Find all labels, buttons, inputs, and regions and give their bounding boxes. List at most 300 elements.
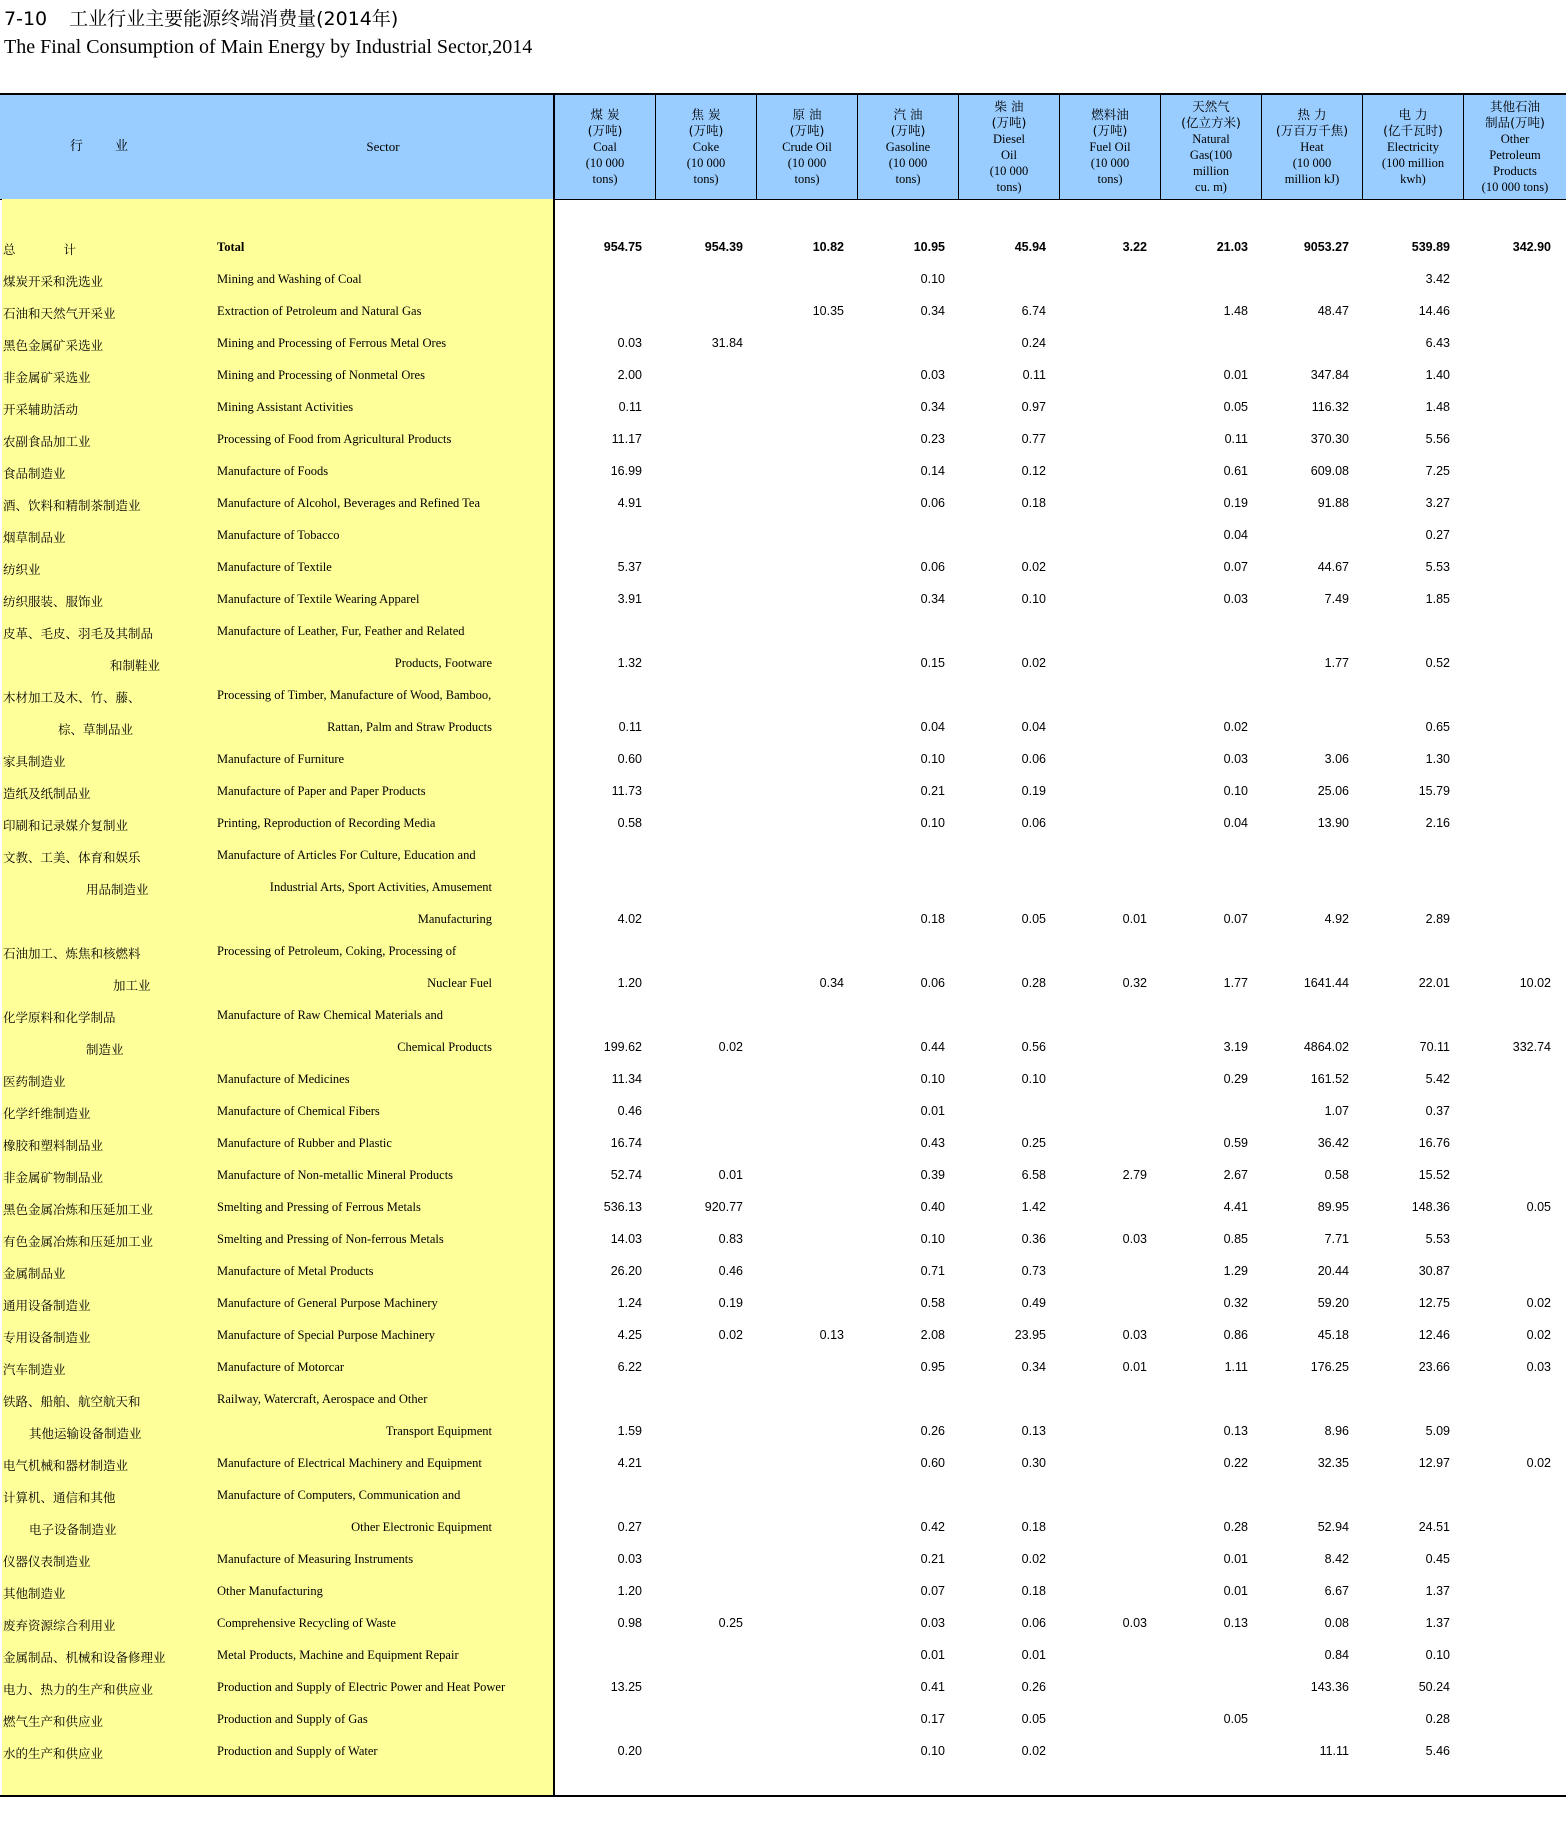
value-cell: 0.06 — [920, 560, 945, 574]
header-col-line: Products — [1493, 164, 1537, 178]
bottom-rule — [0, 1795, 1566, 1797]
sector-name-en: Production and Supply of Water — [217, 1744, 378, 1758]
value-cell: 0.03 — [1223, 592, 1248, 606]
header-col-line: 燃料油 — [1091, 107, 1129, 122]
table-row — [0, 1097, 1566, 1129]
value-cell: 536.13 — [603, 1200, 642, 1214]
value-cell: 0.18 — [1021, 1584, 1046, 1598]
table-row — [0, 649, 1566, 681]
value-cell: 0.32 — [1122, 976, 1147, 990]
sector-name-cn: 加工业 — [113, 978, 151, 993]
sector-name-cn: 计算机、通信和其他 — [3, 1490, 116, 1505]
value-cell: 0.03 — [1122, 1328, 1147, 1342]
table-row — [0, 393, 1566, 425]
value-cell: 0.02 — [1021, 1744, 1046, 1758]
header-col-line: (10 000 — [1090, 156, 1130, 170]
value-cell: 0.02 — [1526, 1456, 1551, 1470]
value-cell: 4.41 — [1223, 1200, 1248, 1214]
table-row — [0, 489, 1566, 521]
table-row — [0, 1033, 1566, 1065]
value-cell: 0.60 — [920, 1456, 945, 1470]
value-cell: 0.02 — [718, 1040, 743, 1054]
value-cell: 0.03 — [617, 336, 642, 350]
value-cell: 0.37 — [1425, 1104, 1450, 1118]
value-cell: 0.06 — [1021, 1616, 1046, 1630]
value-cell: 0.01 — [1021, 1648, 1046, 1662]
table-row — [0, 1161, 1566, 1193]
value-cell: 6.58 — [1021, 1168, 1046, 1182]
value-cell: 0.05 — [1223, 400, 1248, 414]
value-cell: 342.90 — [1512, 240, 1551, 254]
value-cell: 0.56 — [1021, 1040, 1046, 1054]
value-cell: 0.03 — [1122, 1232, 1147, 1246]
value-cell: 0.15 — [920, 656, 945, 670]
table-row — [0, 713, 1566, 745]
header-col-line: million kJ) — [1284, 172, 1340, 186]
sector-name-cn: 农副食品加工业 — [3, 434, 91, 449]
value-cell: 0.58 — [1324, 1168, 1349, 1182]
value-cell: 4864.02 — [1303, 1040, 1349, 1054]
value-cell: 11.17 — [611, 432, 642, 446]
value-cell: 370.30 — [1310, 432, 1349, 446]
value-cell: 0.12 — [1021, 464, 1046, 478]
value-cell: 0.10 — [920, 752, 945, 766]
value-cell: 0.28 — [1021, 976, 1046, 990]
value-cell: 1.37 — [1425, 1616, 1450, 1630]
header-col-line: (10 000 — [989, 164, 1029, 178]
header-col-line: tons) — [592, 172, 618, 186]
sector-name-cn: 总 计 — [3, 242, 98, 257]
sector-name-en: Manufacture of Special Purpose Machinery — [217, 1328, 435, 1342]
value-cell: 2.16 — [1425, 816, 1450, 830]
value-cell: 1.42 — [1021, 1200, 1046, 1214]
header-col-4 — [959, 95, 1060, 199]
sector-name-cn: 其他运输设备制造业 — [29, 1426, 142, 1441]
value-cell: 3.27 — [1425, 496, 1450, 510]
value-cell: 16.74 — [610, 1136, 642, 1150]
value-cell: 44.67 — [1317, 560, 1349, 574]
sector-name-en: Processing of Food from Agricultural Products — [217, 432, 452, 446]
sector-name-en: Manufacture of Leather, Fur, Feather and Related — [217, 624, 465, 638]
sector-name-cn: 电子设备制造业 — [29, 1522, 117, 1537]
value-cell: 143.36 — [1310, 1680, 1349, 1694]
sector-name-cn: 橡胶和塑料制品业 — [3, 1138, 104, 1153]
value-cell: 10.02 — [1519, 976, 1551, 990]
value-cell: 0.05 — [1021, 912, 1046, 926]
value-cell: 1.37 — [1425, 1584, 1450, 1598]
header-col-line: Electricity — [1386, 140, 1440, 154]
value-cell: 4.91 — [617, 496, 642, 510]
value-cell: 0.36 — [1021, 1232, 1046, 1246]
table-row — [0, 1385, 1566, 1417]
sector-name-en: Processing of Timber, Manufacture of Wood, Bamboo, — [217, 688, 492, 702]
value-cell: 0.11 — [618, 400, 642, 414]
sector-name-en: Manufacture of Textile Wearing Apparel — [217, 592, 420, 606]
value-cell: 0.26 — [1021, 1680, 1046, 1694]
value-cell: 48.47 — [1317, 304, 1349, 318]
sector-name-en: Manufacture of Motorcar — [217, 1360, 345, 1374]
sector-name-en: Manufacture of Rubber and Plastic — [217, 1136, 392, 1150]
sector-name-en: Industrial Arts, Sport Activities, Amusement — [269, 880, 492, 894]
value-cell: 5.56 — [1425, 432, 1450, 446]
value-cell: 0.06 — [1021, 752, 1046, 766]
value-cell: 0.60 — [617, 752, 642, 766]
value-cell: 5.09 — [1425, 1424, 1450, 1438]
header-col-line: Natural — [1192, 132, 1230, 146]
sector-name-cn: 煤炭开采和洗选业 — [3, 274, 104, 289]
value-cell: 0.19 — [1021, 784, 1046, 798]
header-col-line: Other — [1500, 132, 1530, 146]
value-cell: 7.71 — [1324, 1232, 1349, 1246]
table-row — [0, 1129, 1566, 1161]
value-cell: 0.45 — [1425, 1552, 1450, 1566]
value-cell: 920.77 — [704, 1200, 743, 1214]
value-cell: 1.30 — [1425, 752, 1450, 766]
sector-name-en: Manufacture of Metal Products — [217, 1264, 374, 1278]
table-row — [0, 873, 1566, 905]
value-cell: 0.10 — [920, 1232, 945, 1246]
table-row — [0, 425, 1566, 457]
value-cell: 0.18 — [1021, 1520, 1046, 1534]
sector-name-cn: 化学纤维制造业 — [3, 1106, 91, 1121]
value-cell: 0.01 — [718, 1168, 743, 1182]
table-row — [0, 617, 1566, 649]
value-cell: 0.18 — [1021, 496, 1046, 510]
value-cell: 31.84 — [711, 336, 743, 350]
value-cell: 0.27 — [1425, 528, 1450, 542]
value-cell: 0.04 — [1223, 528, 1248, 542]
value-cell: 14.03 — [610, 1232, 642, 1246]
value-cell: 1641.44 — [1303, 976, 1349, 990]
value-cell: 0.01 — [1223, 1584, 1248, 1598]
value-cell: 0.61 — [1223, 464, 1248, 478]
sector-name-cn: 电气机械和器材制造业 — [3, 1458, 129, 1473]
value-cell: 22.01 — [1418, 976, 1450, 990]
sector-name-en: Products, Footware — [394, 656, 492, 670]
header-col-line: 制品(万吨) — [1485, 115, 1545, 130]
value-cell: 0.58 — [920, 1296, 945, 1310]
header-col-3 — [858, 95, 959, 199]
value-cell: 1.40 — [1425, 368, 1450, 382]
table-title-en: The Final Consumption of Main Energy by Industrial Sector,2014 — [4, 36, 533, 58]
table-row — [0, 937, 1566, 969]
table-row — [0, 809, 1566, 841]
sector-name-en: Manufacture of Textile — [217, 560, 332, 574]
header-col-line: (10 000 — [787, 156, 827, 170]
sector-name-en: Extraction of Petroleum and Natural Gas — [217, 304, 422, 318]
table-row — [0, 841, 1566, 873]
value-cell: 0.17 — [920, 1712, 945, 1726]
table-row — [0, 1609, 1566, 1641]
sector-name-en: Mining and Processing of Ferrous Metal Ores — [217, 336, 447, 350]
value-cell: 0.40 — [920, 1200, 945, 1214]
header-col-line: tons) — [794, 172, 820, 186]
table-row — [0, 1481, 1566, 1513]
sector-name-cn: 印刷和记录媒介复制业 — [3, 818, 129, 833]
header-col-line: tons) — [996, 180, 1022, 194]
sector-name-cn: 石油和天然气开采业 — [3, 306, 116, 321]
value-cell: 21.03 — [1216, 240, 1248, 254]
value-cell: 0.83 — [718, 1232, 743, 1246]
sector-name-cn: 水的生产和供应业 — [3, 1746, 104, 1761]
value-cell: 0.01 — [1223, 1552, 1248, 1566]
sector-name-en: Transport Equipment — [385, 1424, 492, 1438]
sector-name-cn: 电力、热力的生产和供应业 — [3, 1682, 154, 1697]
value-cell: 0.25 — [718, 1616, 743, 1630]
value-cell: 0.46 — [617, 1104, 642, 1118]
header-col-line: (万吨) — [1092, 123, 1128, 138]
value-cell: 0.03 — [920, 368, 945, 382]
value-cell: 0.04 — [1223, 816, 1248, 830]
sector-name-cn: 酒、饮料和精制茶制造业 — [3, 498, 141, 513]
value-cell: 45.94 — [1014, 240, 1046, 254]
value-cell: 0.97 — [1021, 400, 1046, 414]
sector-name-en: Metal Products, Machine and Equipment Repair — [217, 1648, 459, 1662]
value-cell: 0.86 — [1223, 1328, 1248, 1342]
sector-name-cn: 造纸及纸制品业 — [3, 786, 91, 801]
value-cell: 6.22 — [617, 1360, 642, 1374]
value-cell: 199.62 — [603, 1040, 642, 1054]
header-col-line: Gasoline — [885, 140, 931, 154]
sector-name-cn: 仪器仪表制造业 — [3, 1554, 91, 1569]
value-cell: 954.75 — [603, 240, 642, 254]
value-cell: 1.24 — [617, 1296, 642, 1310]
header-col-line: Gas(100 — [1189, 148, 1233, 162]
value-cell: 1.11 — [1224, 1360, 1248, 1374]
sector-name-cn: 非金属矿采选业 — [3, 370, 91, 385]
value-cell: 11.73 — [611, 784, 642, 798]
value-cell: 176.25 — [1310, 1360, 1349, 1374]
value-cell: 0.41 — [920, 1680, 945, 1694]
sector-name-cn: 棕、草制品业 — [58, 722, 134, 737]
value-cell: 0.28 — [1223, 1520, 1248, 1534]
sector-name-en: Manufacture of Electrical Machinery and Equipment — [217, 1456, 482, 1470]
value-cell: 10.95 — [913, 240, 945, 254]
value-cell: 0.21 — [920, 784, 945, 798]
header-col-line: (10 000 tons) — [1481, 180, 1549, 194]
value-cell: 3.42 — [1425, 272, 1450, 286]
header-col-line: Oil — [1001, 148, 1017, 162]
value-cell: 0.13 — [1021, 1424, 1046, 1438]
header-col-line: Coke — [692, 140, 720, 154]
value-cell: 0.29 — [1223, 1072, 1248, 1086]
value-cell: 1.07 — [1324, 1104, 1349, 1118]
header-col-line: (万吨) — [991, 115, 1027, 130]
header-col-line: (万百万千焦) — [1275, 123, 1349, 138]
table-row — [0, 905, 1566, 937]
sector-name-cn: 通用设备制造业 — [3, 1298, 91, 1313]
value-cell: 16.99 — [610, 464, 642, 478]
sector-name-cn: 金属制品业 — [3, 1266, 66, 1281]
table-row — [0, 1193, 1566, 1225]
value-cell: 4.02 — [617, 912, 642, 926]
value-cell: 1.59 — [617, 1424, 642, 1438]
sector-name-en: Manufacture of Foods — [217, 464, 329, 478]
table-row — [0, 1577, 1566, 1609]
value-cell: 70.11 — [1419, 1040, 1450, 1054]
value-cell: 1.77 — [1324, 656, 1349, 670]
value-cell: 0.02 — [1021, 1552, 1046, 1566]
sector-name-cn: 纺织服装、服饰业 — [3, 594, 104, 609]
header-col-line: 煤 炭 — [590, 107, 620, 122]
header-col-line: 天然气 — [1192, 99, 1230, 114]
sector-name-cn: 家具制造业 — [3, 754, 66, 769]
header-col-line: (亿千瓦时) — [1383, 123, 1443, 138]
value-cell: 0.02 — [1223, 720, 1248, 734]
header-col-6 — [1161, 95, 1262, 199]
sector-name-cn: 黑色金属矿采选业 — [3, 338, 104, 353]
value-cell: 0.03 — [617, 1552, 642, 1566]
sector-name-cn: 医药制造业 — [3, 1074, 66, 1089]
header-col-line: (10 000 — [585, 156, 625, 170]
table-row — [0, 1641, 1566, 1673]
value-cell: 7.49 — [1324, 592, 1349, 606]
value-cell: 0.28 — [1425, 1712, 1450, 1726]
sector-name-en: Smelting and Pressing of Non-ferrous Metals — [217, 1232, 444, 1246]
value-cell: 1.48 — [1425, 400, 1450, 414]
header-col-line: (10 000 — [1292, 156, 1332, 170]
header-col-5 — [1060, 95, 1161, 199]
value-cell: 0.20 — [617, 1744, 642, 1758]
value-cell: 0.32 — [1223, 1296, 1248, 1310]
value-cell: 0.10 — [1223, 784, 1248, 798]
value-cell: 0.34 — [920, 400, 945, 414]
value-cell: 0.98 — [617, 1616, 642, 1630]
sector-name-en: Comprehensive Recycling of Waste — [217, 1616, 396, 1630]
table-row — [0, 1321, 1566, 1353]
value-cell: 0.58 — [617, 816, 642, 830]
value-cell: 0.05 — [1526, 1200, 1551, 1214]
value-cell: 0.10 — [920, 1072, 945, 1086]
sector-name-cn: 有色金属冶炼和压延加工业 — [3, 1234, 154, 1249]
sector-name-cn: 食品制造业 — [3, 466, 66, 481]
table-row — [0, 233, 1566, 265]
sector-name-cn: 黑色金属冶炼和压延加工业 — [3, 1202, 154, 1217]
header-col-line: million — [1192, 164, 1230, 178]
value-cell: 0.43 — [920, 1136, 945, 1150]
value-cell: 15.79 — [1418, 784, 1450, 798]
table-row — [0, 1737, 1566, 1769]
value-cell: 347.84 — [1310, 368, 1349, 382]
sector-name-cn: 和制鞋业 — [110, 658, 161, 673]
sector-name-cn: 汽车制造业 — [3, 1362, 66, 1377]
value-cell: 9053.27 — [1303, 240, 1349, 254]
value-cell: 50.24 — [1418, 1680, 1450, 1694]
value-cell: 6.43 — [1425, 336, 1450, 350]
value-cell: 0.34 — [920, 592, 945, 606]
value-cell: 0.04 — [920, 720, 945, 734]
value-cell: 0.19 — [1223, 496, 1248, 510]
sector-name-en: Manufacture of Furniture — [217, 752, 345, 766]
header-col-line: Crude Oil — [782, 140, 832, 154]
value-cell: 13.90 — [1317, 816, 1349, 830]
table-title-cn — [4, 4, 398, 31]
value-cell: 5.53 — [1425, 560, 1450, 574]
sector-name-cn: 其他制造业 — [3, 1586, 66, 1601]
value-cell: 2.08 — [920, 1328, 945, 1342]
value-cell: 5.37 — [617, 560, 642, 574]
value-cell: 0.39 — [920, 1168, 945, 1182]
value-cell: 3.91 — [617, 592, 642, 606]
table-row — [0, 297, 1566, 329]
value-cell: 0.59 — [1223, 1136, 1248, 1150]
sector-name-cn: 烟草制品业 — [3, 530, 66, 545]
value-cell: 0.03 — [1223, 752, 1248, 766]
value-cell: 0.06 — [1021, 816, 1046, 830]
value-cell: 2.89 — [1425, 912, 1450, 926]
value-cell: 32.35 — [1317, 1456, 1349, 1470]
value-cell: 0.24 — [1021, 336, 1046, 350]
sector-name-en: Production and Supply of Electric Power and Heat Power — [217, 1680, 506, 1694]
header-col-line: 原 油 — [792, 107, 822, 122]
value-cell: 0.01 — [1122, 912, 1147, 926]
header-col-line: (10 000 — [888, 156, 928, 170]
value-cell: 0.11 — [618, 720, 642, 734]
header-col-line: Petroleum — [1489, 148, 1541, 162]
value-cell: 539.89 — [1411, 240, 1450, 254]
sector-name-en: Manufacture of General Purpose Machinery — [217, 1296, 438, 1310]
value-cell: 4.21 — [617, 1456, 642, 1470]
value-cell: 5.42 — [1425, 1072, 1450, 1086]
value-cell: 89.95 — [1317, 1200, 1349, 1214]
value-cell: 0.10 — [1021, 592, 1046, 606]
value-cell: 1.20 — [617, 976, 642, 990]
sector-name-cn: 制造业 — [86, 1042, 124, 1057]
value-cell: 954.39 — [704, 240, 743, 254]
header-col-line: (万吨) — [688, 123, 724, 138]
value-cell: 0.08 — [1324, 1616, 1349, 1630]
sector-name-cn: 文教、工美、体育和娱乐 — [3, 850, 141, 865]
value-cell: 5.53 — [1425, 1232, 1450, 1246]
value-cell: 0.14 — [920, 464, 945, 478]
header-col-line: 汽 油 — [893, 107, 923, 122]
value-cell: 2.79 — [1122, 1168, 1147, 1182]
sector-name-en: Other Electronic Equipment — [351, 1520, 492, 1534]
header-col-9 — [1464, 95, 1566, 199]
sector-name-en: Other Manufacturing — [217, 1584, 323, 1598]
value-cell: 14.46 — [1418, 304, 1450, 318]
sector-name-en: Nuclear Fuel — [427, 976, 492, 990]
sector-name-cn: 木材加工及木、竹、藤、 — [3, 690, 141, 705]
header-col-line: (万吨) — [587, 123, 623, 138]
value-cell: 0.21 — [920, 1552, 945, 1566]
value-cell: 8.42 — [1324, 1552, 1349, 1566]
value-cell: 0.07 — [920, 1584, 945, 1598]
table-row — [0, 265, 1566, 297]
value-cell: 0.10 — [1021, 1072, 1046, 1086]
value-cell: 1.32 — [617, 656, 642, 670]
sector-name-en: Manufacture of Measuring Instruments — [217, 1552, 414, 1566]
value-cell: 0.19 — [718, 1296, 743, 1310]
value-cell: 0.01 — [1122, 1360, 1147, 1374]
value-cell: 0.10 — [920, 272, 945, 286]
table-row — [0, 1449, 1566, 1481]
header-sector-en: Sector — [212, 95, 555, 199]
table-row — [0, 1545, 1566, 1577]
sector-name-en: Manufacture of Chemical Fibers — [217, 1104, 380, 1118]
sector-name-en: Mining Assistant Activities — [217, 400, 354, 414]
sector-name-cn: 铁路、船舶、航空航天和 — [3, 1394, 141, 1409]
sector-name-en: Manufacturing — [417, 912, 492, 926]
value-cell: 4.25 — [617, 1328, 642, 1342]
value-cell: 20.44 — [1317, 1264, 1349, 1278]
value-cell: 12.97 — [1418, 1456, 1450, 1470]
value-cell: 0.23 — [920, 432, 945, 446]
value-cell: 0.77 — [1021, 432, 1046, 446]
value-cell: 36.42 — [1317, 1136, 1349, 1150]
value-cell: 0.42 — [920, 1520, 945, 1534]
header-col-line: 其他石油 — [1489, 99, 1540, 114]
